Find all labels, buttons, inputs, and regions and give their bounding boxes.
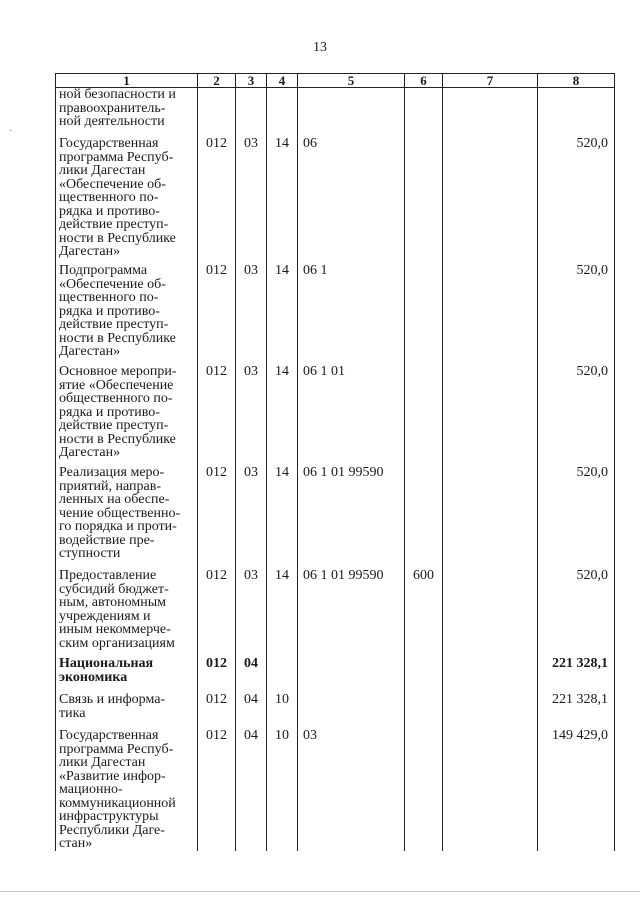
cell-ministry-code: 012 (198, 365, 236, 466)
cell-ministry-code: 012 (198, 264, 236, 365)
cell-subsection-code (267, 657, 298, 693)
row-name-line: ности в Республике (59, 431, 176, 447)
cell-amount: 520,0 (538, 137, 615, 264)
cell-section-code: 04 (236, 693, 267, 729)
row-name-line: Дагестан» (59, 344, 121, 359)
cell-ministry-code: 012 (198, 693, 236, 729)
row-name-line: учреждениям и (59, 608, 151, 624)
cell-ministry-code: 012 (198, 657, 236, 693)
row-name-line: лики Дагестан (59, 163, 146, 178)
cell-expense-type (405, 137, 443, 264)
row-name-line: рядка и противо- (59, 404, 160, 420)
row-name (56, 137, 198, 264)
column-header-3: 3 (236, 74, 267, 88)
cell-ministry-code: 012 (198, 729, 236, 851)
row-name-line: Подпрограмма (59, 263, 148, 278)
cell-subsection-code: 14 (267, 569, 298, 657)
row-name (56, 264, 198, 365)
table-body (56, 88, 615, 851)
cell-subsection-code: 14 (267, 466, 298, 569)
row-name-line: чение общественно- (59, 505, 181, 521)
row-name-line: рядка и противо- (59, 203, 160, 219)
row-name-line: программа Респуб- (59, 149, 174, 165)
cell-subsection-code (267, 88, 298, 138)
row-name (56, 88, 198, 138)
cell-subsection-code: 10 (267, 729, 298, 851)
page-bottom-divider (0, 891, 640, 892)
row-name-line: Государственная (59, 136, 159, 151)
row-name-line: щественного по- (59, 290, 159, 305)
cell-target-article: 06 1 01 99590 (298, 569, 405, 657)
row-name-line: «Развитие инфор- (59, 768, 166, 784)
table-row (56, 264, 615, 365)
cell-target-article: 06 1 01 99590 (298, 466, 405, 569)
cell-section-code: 04 (236, 729, 267, 851)
cell-column-7 (443, 693, 538, 729)
cell-column-7 (443, 466, 538, 569)
row-name-line: инфраструктуры (59, 809, 159, 824)
cell-section-code: 03 (236, 569, 267, 657)
row-name-line: действие преступ- (59, 418, 169, 433)
row-name-line: «Обеспечение об- (59, 276, 166, 292)
cell-section-code: 04 (236, 657, 267, 693)
row-name-line: правоохранитель- (59, 100, 166, 116)
cell-subsection-code: 14 (267, 137, 298, 264)
cell-subsection-code: 14 (267, 264, 298, 365)
column-header-7: 7 (443, 74, 538, 88)
column-header-2: 2 (198, 74, 236, 88)
cell-column-7 (443, 365, 538, 466)
row-name-line: программа Респуб- (59, 741, 174, 757)
row-name-line: ным, автономным (59, 595, 167, 610)
row-name-line: коммуникационной (59, 795, 176, 811)
row-name-line: ности в Республике (59, 330, 176, 346)
row-name-line: Связь и информа- (59, 692, 166, 707)
cell-column-7 (443, 729, 538, 851)
row-name-line: ятие «Обеспечение (59, 377, 174, 393)
cell-section-code: 03 (236, 466, 267, 569)
row-name-line: стан» (59, 836, 93, 851)
cell-expense-type (405, 264, 443, 365)
cell-expense-type (405, 466, 443, 569)
row-name (56, 466, 198, 569)
row-name-line: ной безопасности и (59, 87, 176, 102)
row-name-line: мационно- (59, 782, 123, 797)
row-name-line: иным некоммерче- (59, 622, 171, 637)
row-name (56, 693, 198, 729)
cell-column-7 (443, 264, 538, 365)
cell-ministry-code (198, 88, 236, 138)
row-name-line: ским организациям (59, 635, 175, 651)
cell-section-code: 03 (236, 137, 267, 264)
table-row (56, 693, 615, 729)
cell-target-article: 06 1 (298, 264, 405, 365)
row-name-line: Реализация меро- (59, 465, 165, 480)
table-row (56, 365, 615, 466)
row-name-line: го порядка и проти- (59, 519, 177, 534)
cell-amount: 520,0 (538, 569, 615, 657)
column-header-6: 6 (405, 74, 443, 88)
row-name-line: ности в Республике (59, 230, 176, 246)
row-name (56, 657, 198, 693)
row-name-line: ленных на обеспе- (59, 492, 170, 507)
row-name-line: Республики Даге- (59, 822, 165, 838)
row-name-line: действие преступ- (59, 317, 169, 332)
cell-section-code: 03 (236, 365, 267, 466)
row-name-line: Дагестан» (59, 244, 121, 259)
table-row (56, 657, 615, 693)
scan-artifact: · (9, 126, 13, 137)
cell-ministry-code: 012 (198, 569, 236, 657)
row-name-line: субсидий бюджет- (59, 581, 169, 597)
table-row (56, 569, 615, 657)
row-name-line: Национальная (59, 656, 154, 671)
row-name-line: Государственная (59, 728, 159, 743)
column-header-8: 8 (538, 74, 615, 88)
table-row (56, 88, 615, 138)
column-header-5: 5 (298, 74, 405, 88)
cell-expense-type (405, 88, 443, 138)
column-header-4: 4 (267, 74, 298, 88)
row-name-line: рядка и противо- (59, 303, 160, 319)
cell-ministry-code: 012 (198, 466, 236, 569)
row-name-line: Дагестан» (59, 445, 121, 460)
cell-expense-type: 600 (405, 569, 443, 657)
cell-section-code: 03 (236, 264, 267, 365)
row-name-line: водействие пре- (59, 532, 155, 548)
budget-table (55, 73, 615, 851)
cell-subsection-code: 14 (267, 365, 298, 466)
row-name-line: Предоставление (59, 568, 157, 583)
row-name (56, 569, 198, 657)
row-name-line: действие преступ- (59, 217, 169, 232)
table-row (56, 466, 615, 569)
cell-amount: 520,0 (538, 365, 615, 466)
cell-amount (538, 88, 615, 138)
row-name-line: тика (59, 705, 86, 721)
table-row (56, 137, 615, 264)
cell-column-7 (443, 569, 538, 657)
cell-amount: 221 328,1 (538, 693, 615, 729)
cell-expense-type (405, 657, 443, 693)
table-row (56, 729, 615, 851)
cell-expense-type (405, 365, 443, 466)
table-header-row (56, 74, 615, 88)
row-name-line: ступности (59, 546, 121, 561)
row-name-line: Основное меропри- (59, 364, 177, 379)
row-name-line: приятий, направ- (59, 478, 162, 494)
cell-column-7 (443, 657, 538, 693)
cell-column-7 (443, 88, 538, 138)
cell-target-article (298, 657, 405, 693)
cell-amount: 149 429,0 (538, 729, 615, 851)
cell-target-article (298, 88, 405, 138)
cell-amount: 221 328,1 (538, 657, 615, 693)
row-name-line: лики Дагестан (59, 755, 146, 770)
column-header-1: 1 (56, 74, 198, 88)
cell-section-code (236, 88, 267, 138)
cell-expense-type (405, 693, 443, 729)
row-name (56, 365, 198, 466)
cell-target-article: 06 (298, 137, 405, 264)
cell-target-article: 06 1 01 (298, 365, 405, 466)
cell-expense-type (405, 729, 443, 851)
row-name-line: щественного по- (59, 190, 159, 205)
cell-ministry-code: 012 (198, 137, 236, 264)
row-name-line: ной деятельности (59, 114, 165, 129)
cell-amount: 520,0 (538, 264, 615, 365)
cell-column-7 (443, 137, 538, 264)
row-name-line: общественного по- (59, 391, 173, 406)
row-name (56, 729, 198, 851)
cell-target-article (298, 693, 405, 729)
cell-target-article: 03 (298, 729, 405, 851)
cell-subsection-code: 10 (267, 693, 298, 729)
row-name-line: экономика (59, 669, 128, 685)
row-name-line: «Обеспечение об- (59, 176, 166, 192)
page-number: 13 (313, 40, 327, 55)
cell-amount: 520,0 (538, 466, 615, 569)
